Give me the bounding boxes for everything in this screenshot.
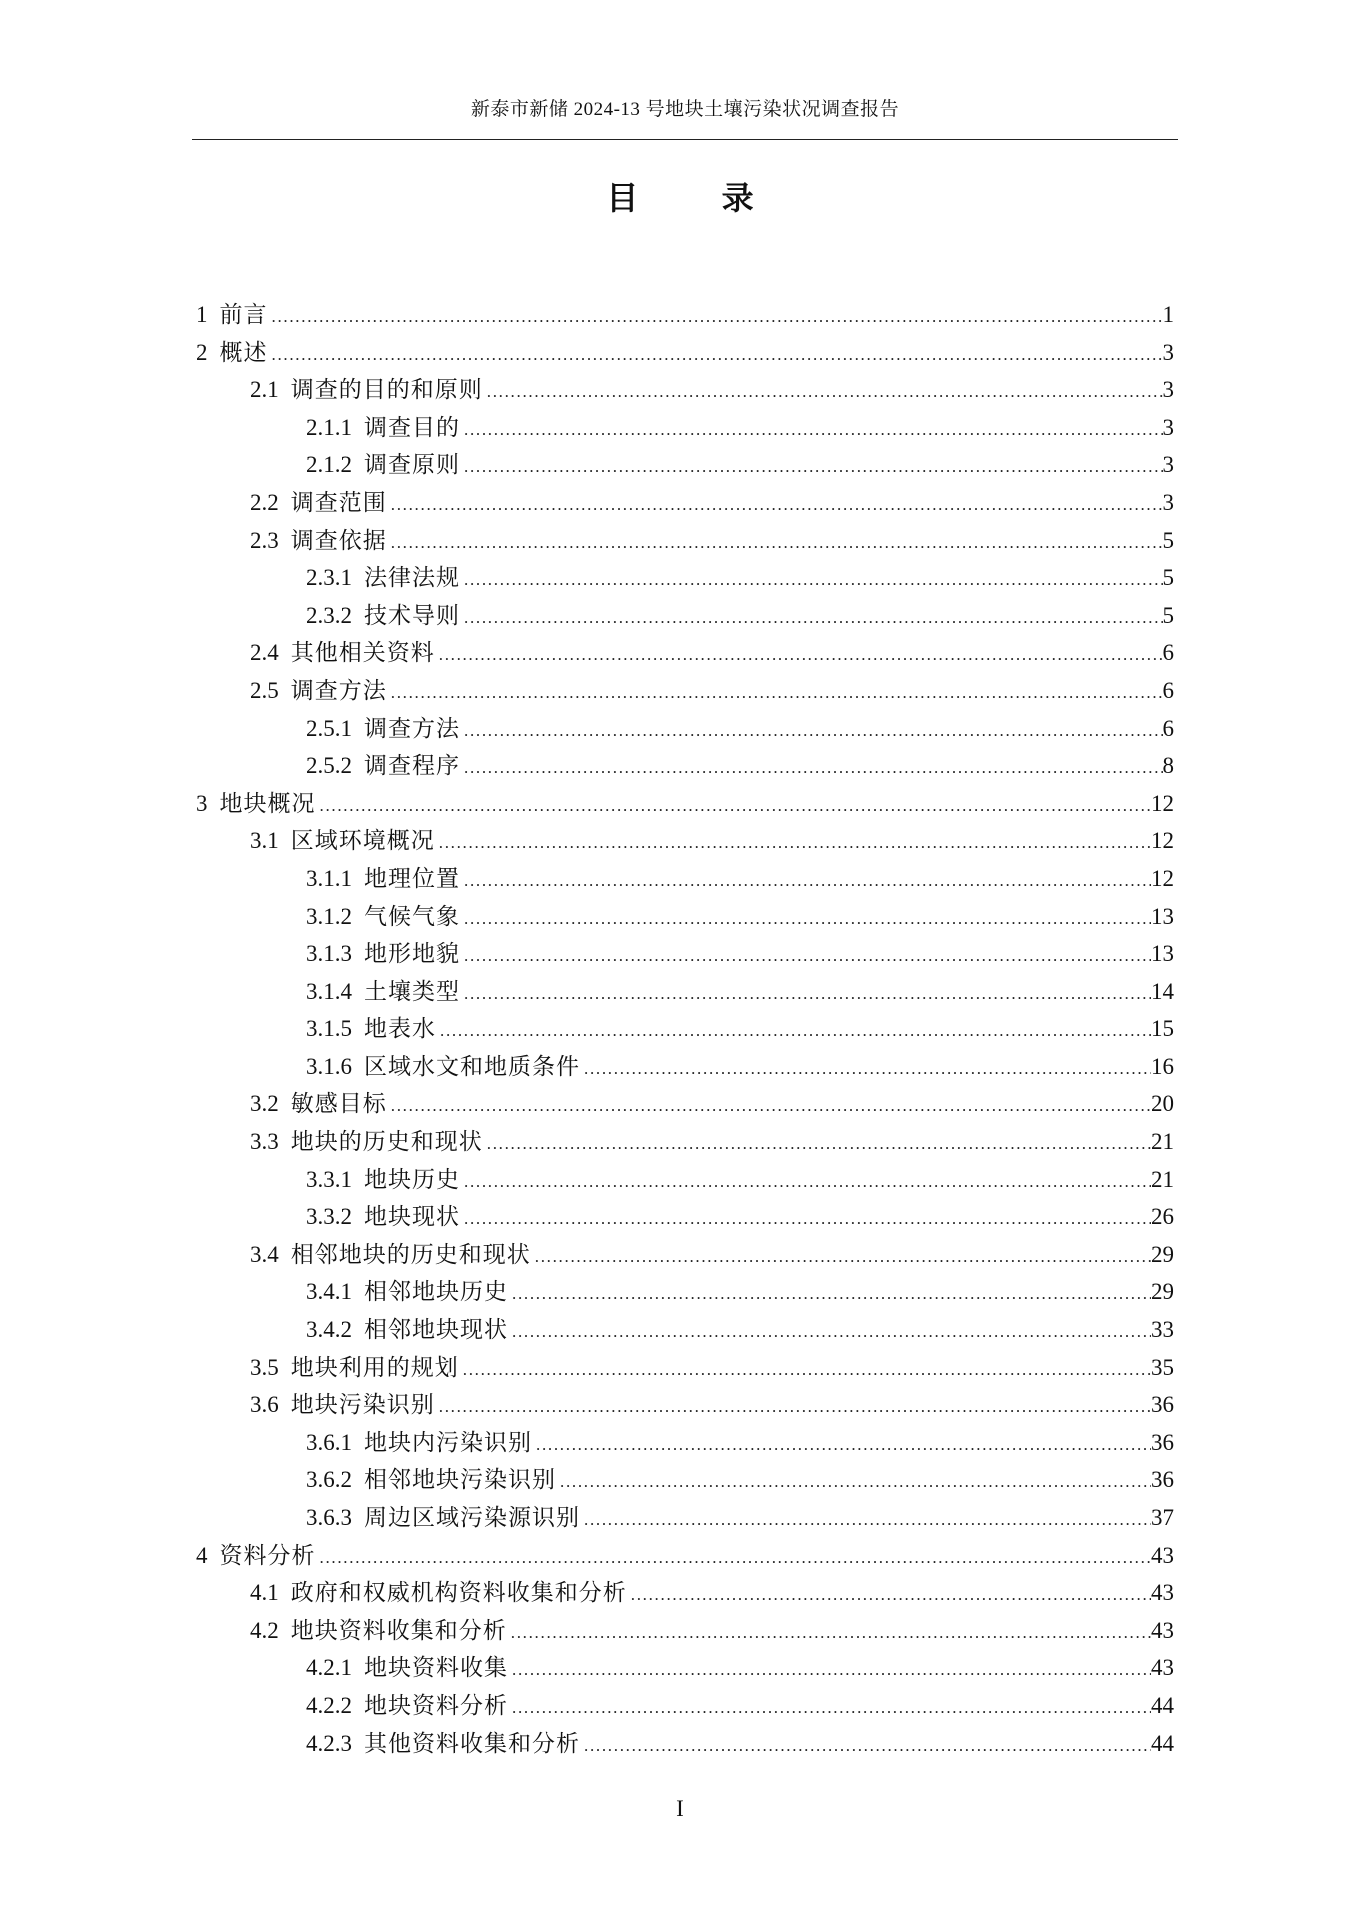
toc-entry-page: 37 xyxy=(1151,1505,1174,1530)
toc-entry-number: 3.4.2 xyxy=(306,1317,352,1343)
toc-entry-page: 5 xyxy=(1162,527,1174,553)
toc-entry-title: 其他资料收集和分析 xyxy=(364,1730,580,1756)
toc-leader-dots xyxy=(556,1463,1151,1501)
toc-entry-title: 区域环境概况 xyxy=(290,828,435,854)
toc-entry-number: 3.6.3 xyxy=(306,1505,352,1530)
toc-entry-page: 6 xyxy=(1162,715,1174,741)
toc-entry[interactable] xyxy=(196,672,1174,710)
toc-entry-page: 5 xyxy=(1162,602,1174,628)
toc-entry-number: 4.2.1 xyxy=(306,1655,352,1681)
toc-entry-page: 43 xyxy=(1151,1617,1174,1643)
toc-entry[interactable] xyxy=(196,1725,1174,1763)
toc-entry-page: 12 xyxy=(1151,865,1174,891)
toc-entry[interactable] xyxy=(196,1085,1174,1123)
toc-entry-title: 地块资料收集和分析 xyxy=(290,1617,507,1643)
toc-entry-page: 44 xyxy=(1151,1730,1174,1756)
toc-entry-page: 12 xyxy=(1151,828,1174,854)
toc-entry-title: 前言 xyxy=(219,302,268,327)
toc-leader-dots xyxy=(435,636,1163,674)
toc-leader-dots xyxy=(508,1275,1151,1313)
toc-leader-dots xyxy=(268,336,1163,374)
toc-entry-title: 地表水 xyxy=(364,1016,436,1042)
toc-entry-number: 2.5.2 xyxy=(306,753,352,779)
toc-leader-dots xyxy=(387,1087,1151,1125)
toc-entry[interactable] xyxy=(196,1349,1174,1387)
toc-entry-number: 3.1.2 xyxy=(306,903,352,929)
toc-leader-dots xyxy=(627,1576,1151,1614)
toc-entry-page: 6 xyxy=(1162,640,1174,666)
toc-leader-dots xyxy=(483,1125,1151,1163)
toc-entry-title: 概述 xyxy=(219,339,268,365)
toc-entry-title: 相邻地块现状 xyxy=(364,1317,508,1343)
toc-entry-title: 地块利用的规划 xyxy=(290,1354,459,1380)
toc-entry[interactable] xyxy=(196,1461,1174,1499)
toc-entry-page: 6 xyxy=(1162,677,1174,703)
toc-entry[interactable] xyxy=(196,1236,1174,1274)
toc-entry-title: 地块资料分析 xyxy=(364,1692,508,1718)
toc-leader-dots xyxy=(316,787,1152,825)
toc-entry-title: 周边区域污染源识别 xyxy=(364,1505,580,1530)
toc-leader-dots xyxy=(460,448,1163,486)
toc-entry[interactable] xyxy=(196,1311,1174,1349)
toc-entry-page: 13 xyxy=(1151,941,1174,967)
toc-entry[interactable] xyxy=(196,597,1174,635)
toc-entry-number: 2.1.1 xyxy=(306,414,352,440)
toc-entry-number: 4 xyxy=(196,1542,208,1568)
toc-entry[interactable] xyxy=(196,1687,1174,1725)
toc-entry-number: 3.4.1 xyxy=(306,1279,352,1305)
toc-entry-page: 13 xyxy=(1151,903,1174,929)
toc-entry[interactable] xyxy=(196,1499,1174,1537)
toc-leader-dots xyxy=(508,1651,1151,1689)
toc-entry[interactable] xyxy=(196,1198,1174,1236)
toc-entry-number: 3.3.2 xyxy=(306,1204,352,1230)
toc-entry[interactable] xyxy=(196,1537,1174,1575)
toc-entry-page: 33 xyxy=(1151,1317,1174,1343)
toc-entry-title: 土壤类型 xyxy=(364,978,460,1004)
toc-entry-page: 21 xyxy=(1151,1166,1174,1192)
toc-leader-dots xyxy=(460,937,1151,975)
toc-entry[interactable] xyxy=(196,559,1174,597)
toc-entry-title: 调查目的 xyxy=(364,414,460,440)
toc-entry-title: 其他相关资料 xyxy=(290,640,435,666)
toc-entry-title: 调查范围 xyxy=(290,489,387,515)
toc-entry-title: 地形地貌 xyxy=(364,941,460,967)
toc-entry-title: 相邻地块的历史和现状 xyxy=(290,1241,531,1267)
toc-leader-dots xyxy=(268,298,1163,336)
toc-entry-page: 1 xyxy=(1162,302,1174,327)
toc-entry-page: 44 xyxy=(1151,1692,1174,1718)
toc-entry-title: 法律法规 xyxy=(364,565,460,591)
toc-entry-title: 政府和权威机构资料收集和分析 xyxy=(290,1580,627,1606)
toc-entry-number: 2.5 xyxy=(250,677,279,703)
toc-leader-dots xyxy=(460,411,1163,449)
toc-entry-page: 29 xyxy=(1151,1279,1174,1305)
toc-entry-number: 3.1.1 xyxy=(306,865,352,891)
toc-entry[interactable] xyxy=(196,1273,1174,1311)
toc-entry-number: 3.3 xyxy=(250,1129,279,1155)
toc-entry-number: 2.4 xyxy=(250,640,279,666)
toc-entry[interactable] xyxy=(196,1612,1174,1650)
toc-entry-page: 8 xyxy=(1162,753,1174,779)
toc-entry-title: 调查方法 xyxy=(364,715,460,741)
toc-entry-page: 15 xyxy=(1151,1016,1174,1042)
toc-entry-page: 43 xyxy=(1151,1655,1174,1681)
toc-entry[interactable] xyxy=(196,634,1174,672)
toc-entry-page: 3 xyxy=(1162,339,1174,365)
toc-entry-number: 3.1 xyxy=(250,828,279,854)
toc-entry[interactable] xyxy=(196,334,1174,372)
toc-leader-dots xyxy=(483,373,1163,411)
toc-leader-dots xyxy=(507,1614,1151,1652)
toc-entry-page: 20 xyxy=(1151,1091,1174,1117)
toc-entry-title: 气候气象 xyxy=(364,903,460,929)
toc-entry-title: 地块资料收集 xyxy=(364,1655,508,1681)
toc-leader-dots xyxy=(460,862,1151,900)
toc-entry-number: 3.1.5 xyxy=(306,1016,352,1042)
toc-entry-title: 地块污染识别 xyxy=(290,1392,435,1418)
toc-entry-page: 26 xyxy=(1151,1204,1174,1230)
toc-entry-number: 3.5 xyxy=(250,1354,279,1380)
toc-entry-page: 43 xyxy=(1151,1542,1174,1568)
toc-entry[interactable] xyxy=(196,522,1174,560)
toc-entry[interactable] xyxy=(196,1574,1174,1612)
toc-entry-title: 地块的历史和现状 xyxy=(290,1129,483,1155)
toc-entry-number: 4.2.2 xyxy=(306,1692,352,1718)
toc-entry[interactable] xyxy=(196,898,1174,936)
toc-entry-title: 调查的目的和原则 xyxy=(290,377,483,403)
toc-entry[interactable] xyxy=(196,1424,1174,1462)
toc-entry-title: 地块内污染识别 xyxy=(364,1429,532,1455)
toc-leader-dots xyxy=(460,749,1163,787)
header-rule xyxy=(192,139,1178,140)
toc-entry-page: 3 xyxy=(1162,489,1174,515)
toc-entry-page: 36 xyxy=(1151,1467,1174,1493)
toc-entry-number: 3.1.6 xyxy=(306,1053,352,1079)
toc-entry[interactable] xyxy=(196,860,1174,898)
toc-entry-number: 2.3.1 xyxy=(306,565,352,591)
toc-entry-page: 3 xyxy=(1162,452,1174,478)
toc-leader-dots xyxy=(460,1200,1151,1238)
toc-entry-number: 2.3.2 xyxy=(306,602,352,628)
toc-entry-page: 29 xyxy=(1151,1241,1174,1267)
toc-entry-number: 1 xyxy=(196,302,208,327)
toc-entry-title: 区域水文和地质条件 xyxy=(364,1053,580,1079)
toc-entry-number: 3.3.1 xyxy=(306,1166,352,1192)
toc-entry[interactable] xyxy=(196,1123,1174,1161)
toc-leader-dots xyxy=(460,900,1151,938)
toc-entry[interactable] xyxy=(196,296,1174,334)
page-number: I xyxy=(676,1796,684,1821)
toc-entry-number: 2.5.1 xyxy=(306,715,352,741)
toc-entry[interactable] xyxy=(196,1649,1174,1687)
toc-entry-title: 技术导则 xyxy=(364,602,460,628)
toc-entry[interactable] xyxy=(196,973,1174,1011)
toc-entry[interactable] xyxy=(196,1386,1174,1424)
toc-entry-page: 14 xyxy=(1151,978,1174,1004)
toc-entry-page: 35 xyxy=(1151,1354,1174,1380)
toc-entry-title: 相邻地块污染识别 xyxy=(364,1467,556,1493)
toc-entry-title: 调查依据 xyxy=(290,527,387,553)
toc-entry[interactable] xyxy=(196,1048,1174,1086)
toc-entry-number: 2 xyxy=(196,339,208,365)
toc-leader-dots xyxy=(436,1012,1151,1050)
toc-entry[interactable] xyxy=(196,710,1174,748)
toc-entry-page: 5 xyxy=(1162,565,1174,591)
toc-leader-dots xyxy=(435,824,1151,862)
toc-entry[interactable] xyxy=(196,785,1174,823)
toc-entry-number: 2.3 xyxy=(250,527,279,553)
toc-entry-number: 4.2.3 xyxy=(306,1730,352,1756)
toc-leader-dots xyxy=(531,1238,1151,1276)
toc-entry[interactable] xyxy=(196,409,1174,447)
toc-entry-title: 地理位置 xyxy=(364,865,460,891)
toc-leader-dots xyxy=(460,561,1163,599)
toc-entry[interactable] xyxy=(196,446,1174,484)
table-of-contents xyxy=(196,296,1174,1762)
toc-entry-number: 3.2 xyxy=(250,1091,279,1117)
toc-entry-title: 相邻地块历史 xyxy=(364,1279,508,1305)
toc-leader-dots xyxy=(460,712,1163,750)
toc-entry-number: 3 xyxy=(196,790,208,816)
toc-leader-dots xyxy=(580,1050,1151,1088)
toc-leader-dots xyxy=(387,674,1163,712)
toc-entry-page: 16 xyxy=(1151,1053,1174,1079)
toc-entry-number: 2.1 xyxy=(250,377,279,403)
toc-entry-title: 地块概况 xyxy=(219,790,316,816)
toc-entry-number: 3.6 xyxy=(250,1392,279,1418)
toc-entry-title: 地块现状 xyxy=(364,1204,460,1230)
toc-entry-page: 36 xyxy=(1151,1429,1174,1455)
toc-entry-page: 43 xyxy=(1151,1580,1174,1606)
toc-leader-dots xyxy=(316,1539,1152,1577)
toc-entry-title: 调查程序 xyxy=(364,753,460,779)
toc-entry[interactable] xyxy=(196,747,1174,785)
toc-entry[interactable] xyxy=(196,935,1174,973)
toc-entry-title: 敏感目标 xyxy=(290,1091,387,1117)
toc-leader-dots xyxy=(435,1388,1151,1426)
toc-leader-dots xyxy=(460,975,1151,1013)
toc-entry-number: 3.4 xyxy=(250,1241,279,1267)
toc-entry[interactable] xyxy=(196,1161,1174,1199)
toc-entry-number: 4.1 xyxy=(250,1580,279,1606)
toc-entry-number: 2.2 xyxy=(250,489,279,515)
toc-leader-dots xyxy=(580,1501,1151,1539)
running-header: 新泰市新储 2024-13 号地块土壤污染状况调查报告 xyxy=(470,99,900,120)
toc-leader-dots xyxy=(460,599,1163,637)
toc-leader-dots xyxy=(580,1727,1151,1765)
toc-title: 目 录 xyxy=(606,179,790,217)
toc-entry-number: 3.1.4 xyxy=(306,978,352,1004)
toc-entry-page: 3 xyxy=(1162,377,1174,403)
toc-leader-dots xyxy=(532,1426,1151,1464)
toc-entry-title: 调查原则 xyxy=(364,452,460,478)
toc-entry-number: 3.6.1 xyxy=(306,1429,352,1455)
toc-entry-page: 3 xyxy=(1162,414,1174,440)
toc-entry-number: 3.1.3 xyxy=(306,941,352,967)
toc-entry-page: 36 xyxy=(1151,1392,1174,1418)
toc-entry-title: 地块历史 xyxy=(364,1166,460,1192)
toc-leader-dots xyxy=(460,1163,1151,1201)
toc-entry-page: 21 xyxy=(1151,1129,1174,1155)
toc-entry-number: 4.2 xyxy=(250,1617,279,1643)
toc-entry-number: 3.6.2 xyxy=(306,1467,352,1493)
toc-entry-number: 2.1.2 xyxy=(306,452,352,478)
toc-entry-title: 资料分析 xyxy=(219,1542,316,1568)
toc-entry[interactable] xyxy=(196,1010,1174,1048)
toc-entry[interactable] xyxy=(196,484,1174,522)
toc-entry-page: 12 xyxy=(1151,790,1174,816)
toc-entry[interactable] xyxy=(196,822,1174,860)
toc-entry-title: 调查方法 xyxy=(290,677,387,703)
toc-entry[interactable] xyxy=(196,371,1174,409)
toc-leader-dots xyxy=(387,524,1163,562)
toc-leader-dots xyxy=(508,1313,1151,1351)
toc-leader-dots xyxy=(387,486,1163,524)
toc-leader-dots xyxy=(508,1689,1151,1727)
toc-leader-dots xyxy=(459,1351,1151,1389)
